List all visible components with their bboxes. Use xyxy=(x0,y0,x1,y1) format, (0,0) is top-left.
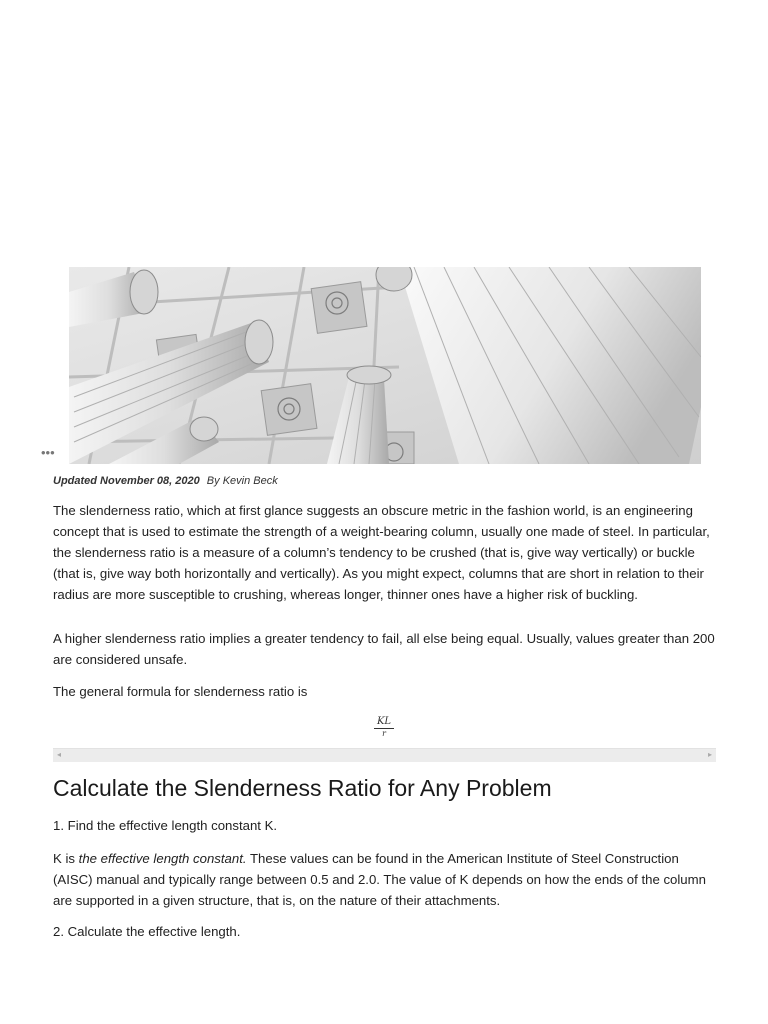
paragraph-k-definition xyxy=(53,848,721,911)
k-def-rest: These values can be found in the American Institute of Steel Construction (AISC) manual and typically range between 0.5 and 2.0. The value of K depends on how the ends of the column are supported in a given structure, that is, on the nature of their attachments. xyxy=(53,851,706,908)
paragraph-formula-intro: The general formula for slenderness ratio is xyxy=(53,684,308,699)
more-options-icon[interactable]: ••• xyxy=(41,445,55,460)
formula-horizontal-scrollbar[interactable] xyxy=(53,748,716,762)
k-def-start: K is xyxy=(53,851,79,866)
updated-date: Updated November 08, 2020 xyxy=(53,475,200,487)
scroll-right-icon[interactable]: ▸ xyxy=(707,750,712,759)
step-2: 2. Calculate the effective length. xyxy=(53,924,241,939)
paragraph-threshold: A higher slenderness ratio implies a greater tendency to fail, all else being equal. Usually, values greater than 200 are considered unsafe. xyxy=(53,631,715,667)
hero-image xyxy=(69,267,701,464)
author-name[interactable]: By Kevin Beck xyxy=(206,475,278,487)
columns-photo xyxy=(69,267,701,464)
byline xyxy=(53,474,278,488)
scroll-left-icon[interactable]: ◂ xyxy=(57,750,62,759)
paragraph-intro: The slenderness ratio, which at first glance suggests an obscure metric in the fashion world, is an engineering concept that is used to estimate the strength of a weight-bearing column, usually one made of steel. In particular, the slenderness ratio is a measure of a column’s tendency to be crushed (that is, give way vertically) or buckle (that is, give way both horizontally and vertically). As you might expect, columns that are short in relation to their radius are more susceptible to crushing, whereas longer, thinner ones have a higher risk of buckling. xyxy=(53,503,710,602)
slenderness-formula xyxy=(374,716,394,739)
section-heading: Calculate the Slenderness Ratio for Any Problem xyxy=(53,775,552,801)
step-1: 1. Find the effective length constant K. xyxy=(53,818,278,833)
formula-denominator: r xyxy=(382,729,386,738)
formula-numerator: KL xyxy=(374,716,394,729)
k-def-emphasis: the effective length constant. xyxy=(78,851,247,866)
